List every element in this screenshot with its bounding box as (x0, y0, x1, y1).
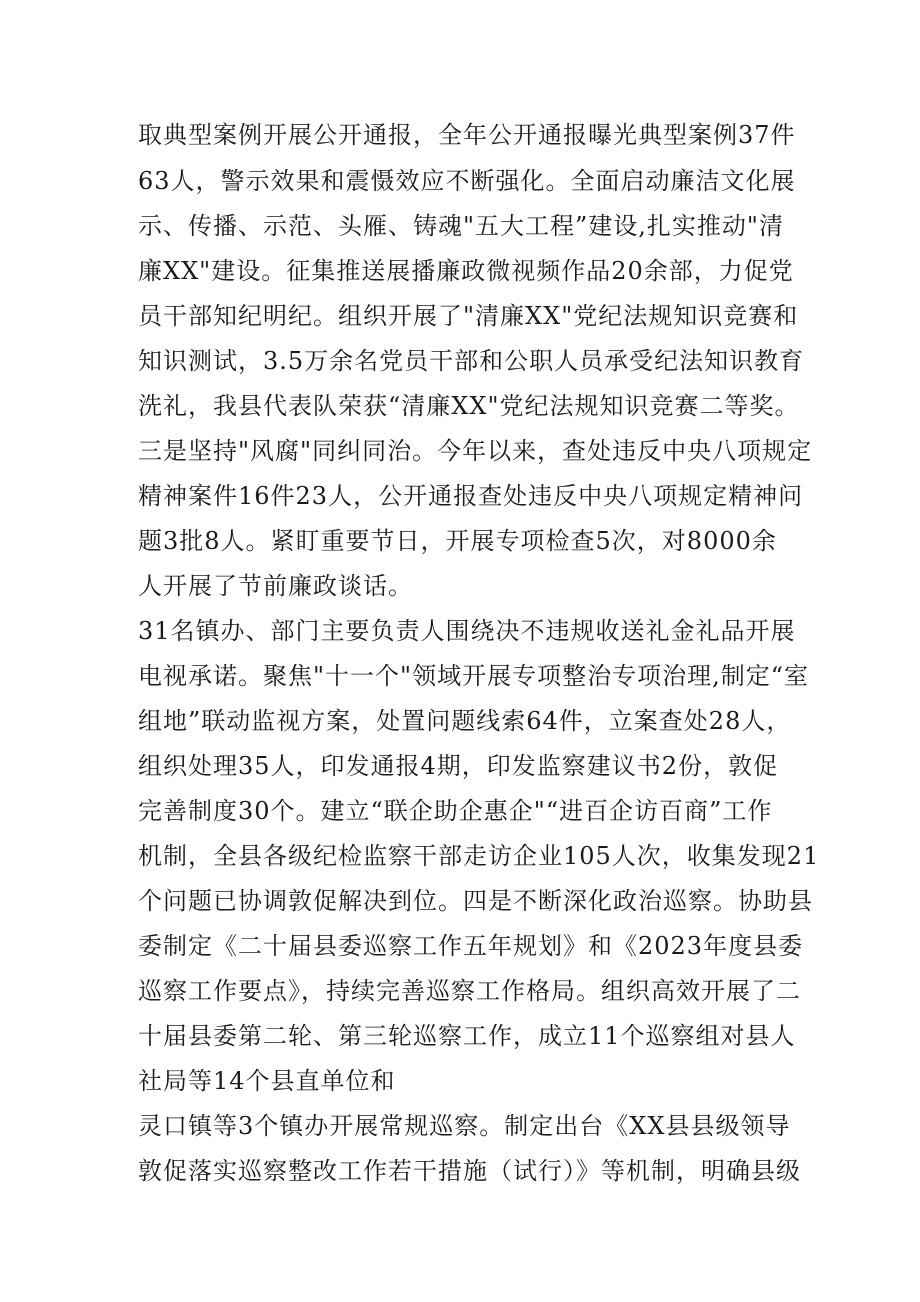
text-line: 委制定《二十届县委巡察工作五年规划》和《2023年度县委 (138, 932, 804, 960)
text-line: 敦促落实巡察整改工作若干措施（试行）》等机制，明确县级 (138, 1157, 801, 1185)
text-line: 31名镇办、部门主要负责人围绕决不违规收送礼金礼品开展 (138, 617, 796, 645)
text-line: 十届县委第二轮、第三轮巡察工作，成立11个巡察组对县人 (138, 1022, 796, 1050)
text-line: 灵口镇等3个镇办开展常规巡察。制定出台《XX县县级领导 (138, 1112, 791, 1140)
text-line: 精神案件16件23人，公开通报查处违反中央八项规定精神问 (138, 482, 804, 510)
text-line: 廉XX"建设。征集推送展播廉政微视频作品20余部，力促党 (138, 257, 794, 285)
text-line: 组织处理35人，印发通报4期，印发监察建议书2份，敦促 (138, 752, 779, 780)
text-line: 63人，警示效果和震慑效应不断强化。全面启动廉洁文化展 (138, 167, 796, 195)
text-line: 巡察工作要点》，持续完善巡察工作格局。组织高效开展了二 (138, 977, 801, 1005)
text-line: 完善制度30个。建立“联企助企惠企"“进百企访百商”工作 (138, 797, 773, 825)
text-line: 电视承诺。聚焦"十一个"领域开展专项整治专项治理,制定“室 (138, 662, 809, 690)
text-line: 社局等14个县直单位和 (138, 1067, 396, 1095)
text-line: 洗礼，我县代表队荣获“清廉XX"党纪法规知识竞赛二等奖。 (138, 392, 800, 420)
text-line: 知识测试，3.5万余名党员干部和公职人员承受纪法知识教育 (138, 347, 805, 375)
text-line: 三是坚持"风腐"同纠同治。今年以来，查处违反中央八项规定 (138, 437, 813, 465)
text-line: 组地”联动监视方案，处置问题线索64件，立案查处28人， (138, 707, 792, 735)
text-line: 题3批8人。紧盯重要节日，开展专项检查5次，对8000余 (138, 527, 777, 555)
text-line: 员干部知纪明纪。组织开展了"清廉XX"党纪法规知识竞赛和 (138, 302, 799, 330)
text-line: 机制，全县各级纪检监察干部走访企业105人次，收集发现21 (138, 842, 820, 870)
text-line: 个问题已协调敦促解决到位。四是不断深化政治巡察。协助县 (138, 887, 813, 915)
text-line: 人开展了节前廉政谈话。 (138, 572, 413, 600)
text-line: 取典型案例开展公开通报，全年公开通报曝光典型案例37件 (138, 121, 796, 149)
text-line: 示、传播、示范、头雁、铸魂"五大工程”建设,扎实推动"清 (138, 212, 784, 240)
